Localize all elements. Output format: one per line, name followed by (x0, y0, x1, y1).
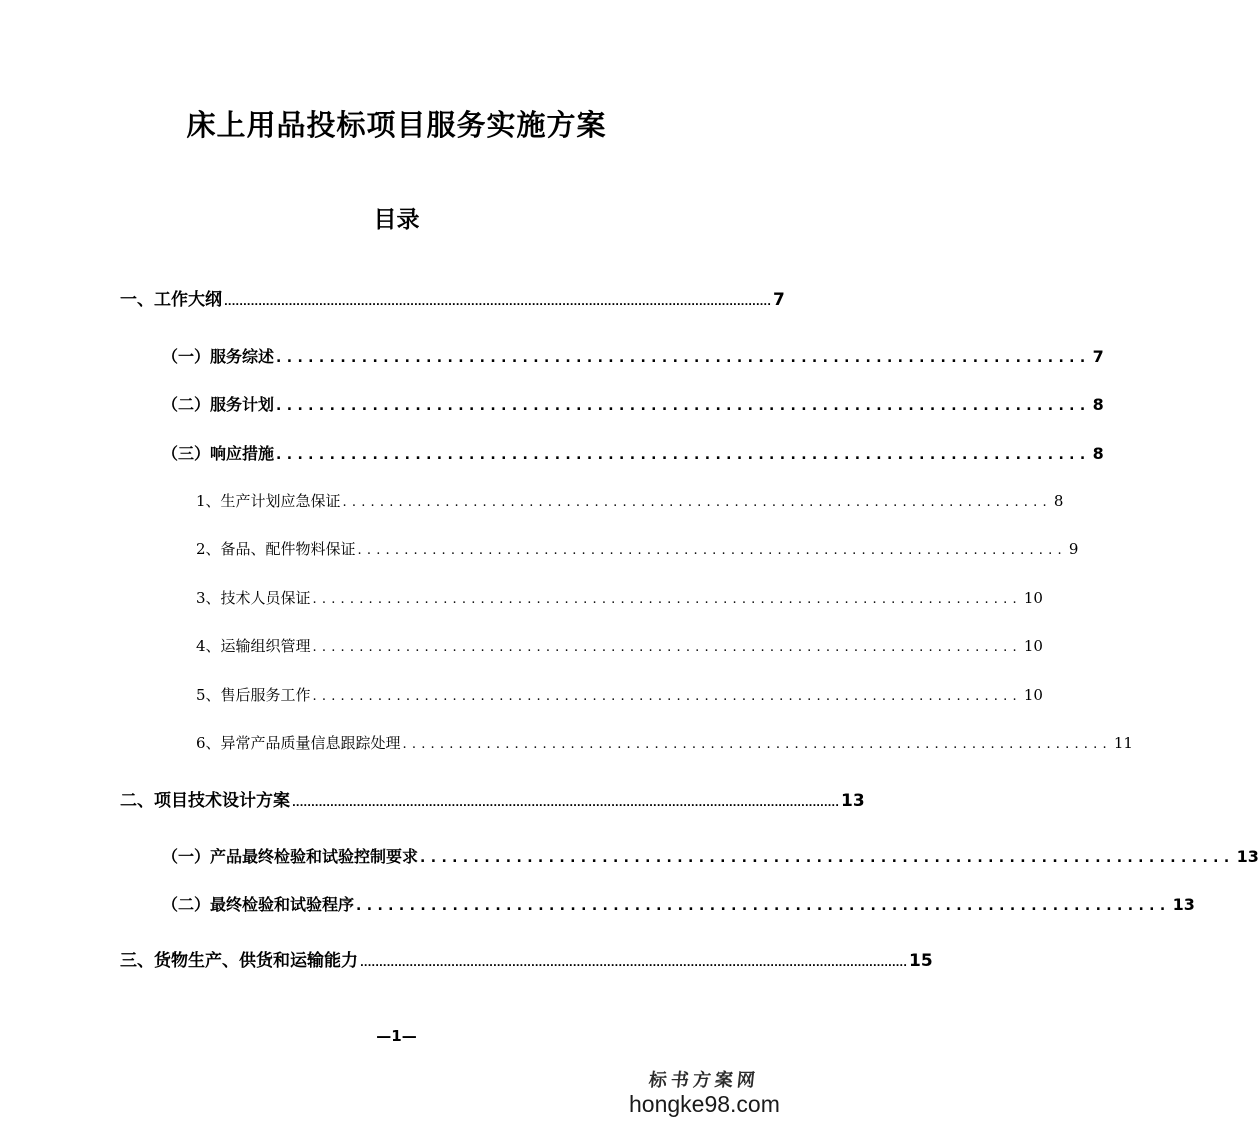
page-number: —1— (376, 1027, 417, 1045)
watermark-url-text: hongke98.com (629, 1091, 780, 1117)
toc-entry-page: 7 (773, 290, 785, 310)
toc-entry-work-outline[interactable] (120, 285, 785, 311)
toc-entry-label: 二、项目技术设计方案 (120, 791, 290, 811)
dot-leader: ............................................................................ (276, 350, 1091, 366)
toc-entry-final-inspection-procedure[interactable] (162, 892, 1195, 918)
toc-entry-page: 7 (1092, 347, 1104, 366)
dot-leader: ............................................................................ (357, 543, 1067, 558)
toc-entry-page: 9 (1068, 540, 1079, 558)
toc-entry-service-overview[interactable] (162, 344, 1104, 370)
toc-entry-response-measures[interactable] (162, 441, 1104, 467)
dot-leader: ............................................................................ (420, 850, 1235, 866)
toc-entry-label: （一）服务综述 (162, 347, 275, 366)
dot-leader: ............................................................................ (276, 447, 1091, 463)
dot-leader: ............................................................................ (312, 592, 1022, 607)
toc-entry-label: 3、技术人员保证 (196, 589, 311, 607)
watermark-chinese-text: 标书方案网 (647, 1070, 760, 1091)
toc-entry-spare-parts[interactable] (196, 538, 1079, 562)
dot-leader: ............................................................................ (356, 898, 1171, 914)
toc-entry-page: 11 (1113, 734, 1133, 752)
toc-entry-label: 三、货物生产、供货和运输能力 (120, 951, 358, 971)
dot-leader: ................................................................................................................................................ (292, 798, 840, 809)
toc-entry-page: 8 (1053, 492, 1064, 510)
toc-entry-label: 5、售后服务工作 (196, 686, 311, 704)
toc-entry-page: 10 (1023, 637, 1043, 655)
toc-entry-technical-design[interactable] (120, 786, 865, 812)
toc-entry-page: 13 (1236, 847, 1259, 866)
dot-leader: ............................................................................ (312, 640, 1022, 655)
dot-leader: ............................................................................ (312, 689, 1022, 704)
document-title: 床上用品投标项目服务实施方案 (186, 108, 607, 142)
toc-entry-technical-staff[interactable] (196, 587, 1043, 611)
toc-entry-page: 10 (1023, 589, 1043, 607)
dot-leader: ................................................................................................................................................ (360, 958, 908, 969)
toc-entry-service-plan[interactable] (162, 392, 1104, 418)
toc-entry-label: （二）服务计划 (162, 395, 275, 414)
toc-entry-label: （三）响应措施 (162, 444, 275, 463)
toc-entry-transport-management[interactable] (196, 635, 1043, 659)
toc-entry-page: 10 (1023, 686, 1043, 704)
toc-entry-label: （二）最终检验和试验程序 (162, 895, 355, 914)
toc-entry-label: （一）产品最终检验和试验控制要求 (162, 847, 419, 866)
dot-leader: ............................................................................ (342, 495, 1052, 510)
toc-entry-label: 6、异常产品质量信息跟踪处理 (196, 734, 401, 752)
toc-entry-label: 2、备品、配件物料保证 (196, 540, 356, 558)
toc-entry-page: 8 (1092, 444, 1104, 463)
toc-entry-quality-tracking[interactable] (196, 732, 1133, 756)
toc-entry-final-inspection-requirements[interactable] (162, 844, 1259, 870)
dot-leader: ............................................................................ (402, 737, 1112, 752)
dot-leader: ................................................................................................................................................ (224, 297, 772, 308)
site-watermark (629, 1066, 779, 1116)
toc-entry-production-plan[interactable] (196, 490, 1064, 514)
toc-heading: 目录 (373, 207, 420, 233)
toc-entry-page: 15 (909, 951, 933, 971)
toc-entry-page: 13 (841, 791, 865, 811)
toc-entry-label: 1、生产计划应急保证 (196, 492, 341, 510)
toc-entry-production-supply-transport[interactable] (120, 946, 933, 972)
toc-entry-after-sales[interactable] (196, 684, 1043, 708)
toc-entry-label: 一、工作大纲 (120, 290, 222, 310)
toc-entry-page: 13 (1172, 895, 1195, 914)
dot-leader: ............................................................................ (276, 398, 1091, 414)
toc-entry-label: 4、运输组织管理 (196, 637, 311, 655)
toc-entry-page: 8 (1092, 395, 1104, 414)
